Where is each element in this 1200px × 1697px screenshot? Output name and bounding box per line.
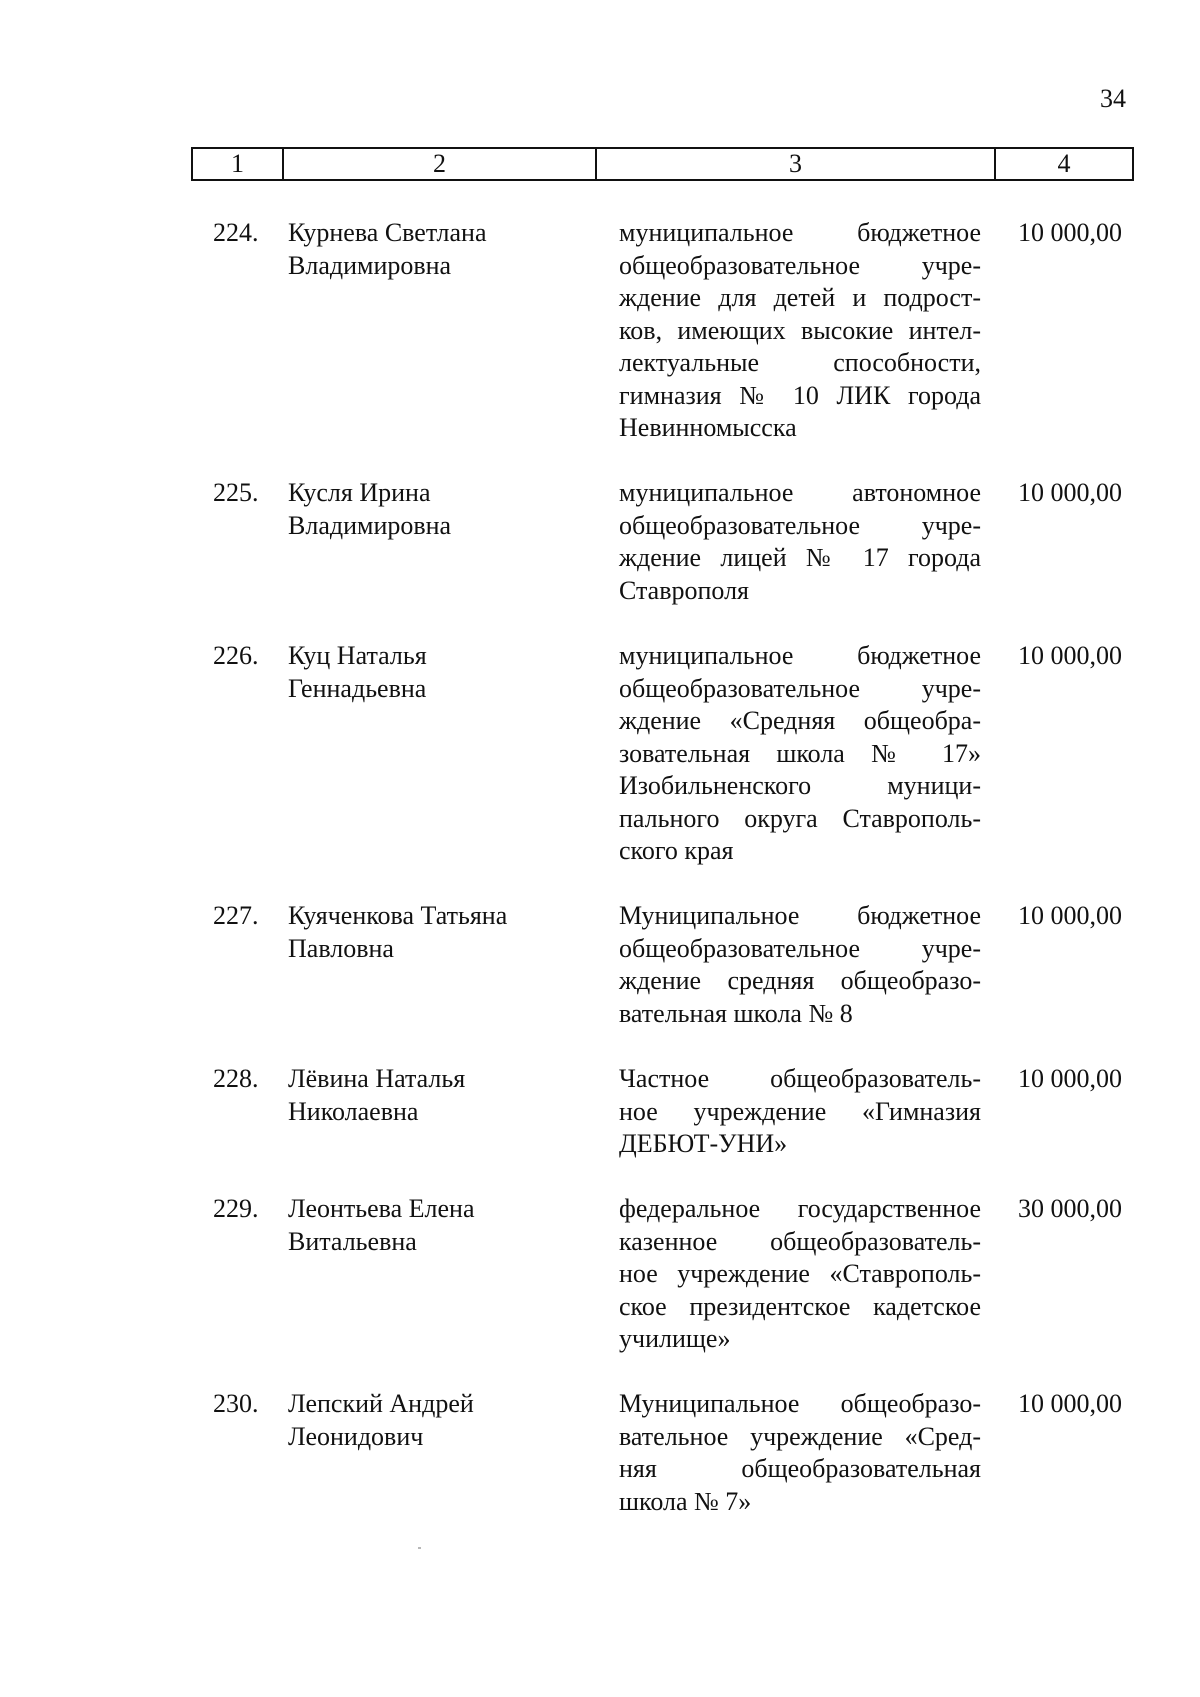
org-line: ского края [619,836,734,865]
person-name [288,1388,598,1453]
org-line: общеобразовательное учре- [619,510,981,540]
row-number: 225. [213,478,259,507]
organization [619,900,981,1030]
org-line: ждение средняя общеобразо- [619,966,981,995]
person-name [288,1063,598,1128]
table-row [0,640,1200,900]
org-line: зовательная школа № 17» [619,738,981,768]
name-line: Леонтьева Елена [288,1194,475,1223]
table-row [0,1063,1200,1193]
column-header-4: 4 [994,149,1132,179]
table-row [0,1388,1200,1518]
name-line: Владимировна [288,250,452,280]
column-header-table [191,147,1134,181]
org-line: Муниципальное бюджетное [619,901,981,930]
org-line: училище» [619,1324,731,1353]
org-line: ное учреждение «Ставрополь- [619,1259,981,1288]
org-line: гимназия № 10 ЛИК города [619,380,981,410]
column-header-1: 1 [231,149,244,178]
org-line: Муниципальное общеобразо- [619,1389,981,1418]
recipient-list [0,217,1200,1518]
org-line: Частное общеобразователь- [619,1064,981,1093]
row-number: 224. [213,218,259,247]
name-line: Куяченкова Татьяна [288,901,508,930]
name-line: Витальевна [288,1226,417,1256]
org-line: общеобразовательное учре- [619,250,981,280]
org-line: ское президентское кадетское [619,1291,981,1321]
organization [619,1063,981,1161]
name-line: Леонидович [288,1421,424,1451]
org-line: вательное учреждение «Сред- [619,1421,981,1451]
column-header-3: 3 [595,149,994,179]
amount: 10 000,00 [1018,1389,1122,1418]
person-name [288,477,598,542]
amount: 10 000,00 [1018,901,1122,930]
name-line: Геннадьевна [288,673,427,703]
name-line: Лёвина Наталья [288,1064,466,1093]
column-header-2: 2 [282,149,595,179]
org-line: общеобразовательное учре- [619,673,981,703]
name-line: Курнева Светлана [288,218,487,247]
scan-speck [418,1547,421,1549]
org-line: школа № 7» [619,1486,752,1516]
table-row [0,217,1200,477]
org-line: общеобразовательное учре- [619,933,981,963]
org-line: Изобильненского муници- [619,771,981,800]
name-line: Лепский Андрей [288,1389,474,1418]
org-line: Ставрополя [619,575,749,605]
person-name [288,900,598,965]
name-line: Павловна [288,933,394,963]
organization [619,1388,981,1518]
org-line: Невинномысска [619,413,797,442]
org-line: ждение лицей № 17 города [619,543,981,572]
amount: 10 000,00 [1018,218,1122,247]
row-number: 228. [213,1064,259,1093]
org-line: пального округа Ставрополь- [619,803,981,833]
row-number: 226. [213,641,259,670]
org-line: федеральное государственное [619,1194,981,1223]
org-line: ДЕБЮТ-УНИ» [619,1129,788,1158]
org-line: ждение «Средняя общеобра- [619,706,981,735]
org-line: няя общеобразовательная [619,1454,981,1483]
org-line: муниципальное бюджетное [619,218,981,247]
amount: 10 000,00 [1018,1064,1122,1093]
person-name [288,1193,598,1258]
org-line: вательная школа № 8 [619,998,853,1028]
name-line: Куц Наталья [288,641,427,670]
name-line: Николаевна [288,1096,419,1126]
org-line: муниципальное автономное [619,478,981,507]
table-row [0,1193,1200,1388]
org-line: ждение для детей и подрост- [619,283,981,312]
organization [619,217,981,445]
organization [619,1193,981,1356]
row-number: 230. [213,1389,259,1418]
page-number: 34 [1100,84,1126,113]
amount: 10 000,00 [1018,641,1122,670]
amount: 10 000,00 [1018,478,1122,507]
row-number: 227. [213,901,259,930]
org-line: ное учреждение «Гимназия [619,1096,981,1126]
org-line: лектуальные способности, [619,348,981,377]
name-line: Владимировна [288,510,452,540]
table-row [0,477,1200,640]
amount: 30 000,00 [1018,1194,1122,1223]
row-number: 229. [213,1194,259,1223]
org-line: казенное общеобразователь- [619,1226,981,1256]
org-line: муниципальное бюджетное [619,641,981,670]
organization [619,477,981,607]
organization [619,640,981,868]
person-name [288,217,598,282]
person-name [288,640,598,705]
table-row [0,900,1200,1063]
org-line: ков, имеющих высокие интел- [619,315,981,345]
name-line: Кусля Ирина [288,478,431,507]
